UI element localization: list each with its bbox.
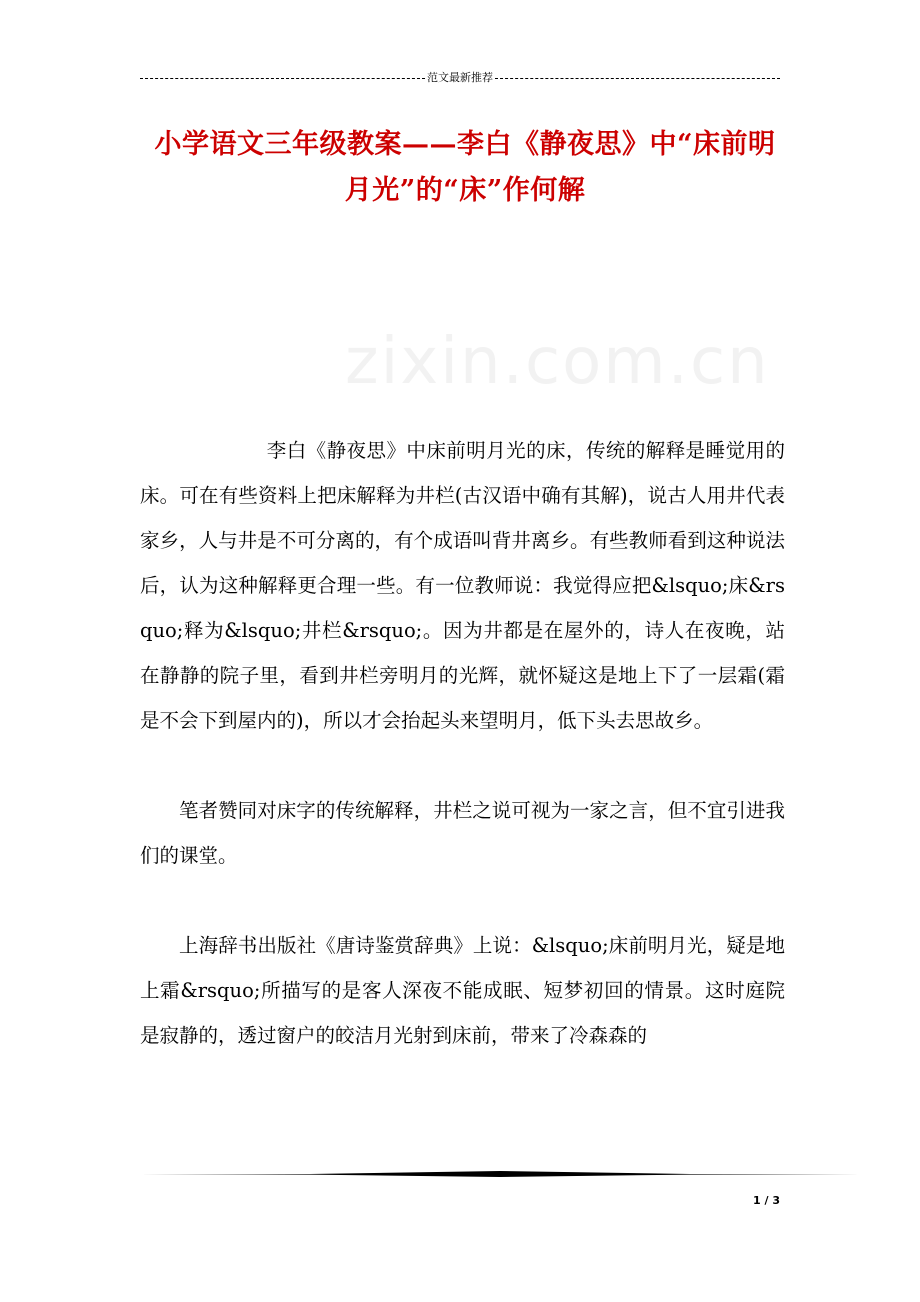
- paragraph-2: 笔者赞同对床字的传统解释，井栏之说可视为一家之言，但不宜引进我们的课堂。: [140, 799, 785, 867]
- header-dash-right: [495, 78, 780, 79]
- document-body: [140, 428, 785, 1058]
- paragraph-3: 上海辞书出版社《唐诗鉴赏辞典》上说：&lsquo;床前明月光，疑是地上霜&rsquo;所描写的是客人深夜不能成眠、短梦初回的情景。这时庭院是寂静的，透过窗户的皎洁月光射到床前，带来了冷森森的: [140, 934, 785, 1047]
- document-title-line-2: 月光”的“床”作何解: [344, 175, 586, 206]
- header-recommend-bar: [140, 70, 780, 86]
- footer-divider: [140, 1170, 860, 1178]
- header-recommend-label: 范文最新推荐: [427, 71, 493, 84]
- document-title-line-1: 小学语文三年级教案——李白《静夜思》中“床前明: [154, 129, 776, 160]
- document-title: [140, 122, 790, 214]
- paragraph-1: 李白《静夜思》中床前明月光的床，传统的解释是睡觉用的床。可在有些资料上把床解释为井栏(古汉语中确有其解)，说古人用井代表家乡，人与井是不可分离的，有个成语叫背井离乡。有些教师看到这种说法后，认为这种解释更合理一些。有一位教师说：我觉得应把&lsquo;床&rsquo;释为&lsquo;井栏&rsquo;。因为井都是在屋外的，诗人在夜晚，站在静静的院子里，看到井栏旁明月的光辉，就怀疑这是地上下了一层霜(霜是不会下到屋内的)，所以才会抬起头来望明月，低下头去思故乡。: [140, 439, 785, 732]
- paragraph-gap: [140, 743, 785, 788]
- watermark-text: zixin.com.cn: [345, 325, 770, 399]
- page-number: 1 / 3: [753, 1194, 780, 1207]
- paragraph-gap: [140, 878, 785, 923]
- header-dash-left: [140, 78, 425, 79]
